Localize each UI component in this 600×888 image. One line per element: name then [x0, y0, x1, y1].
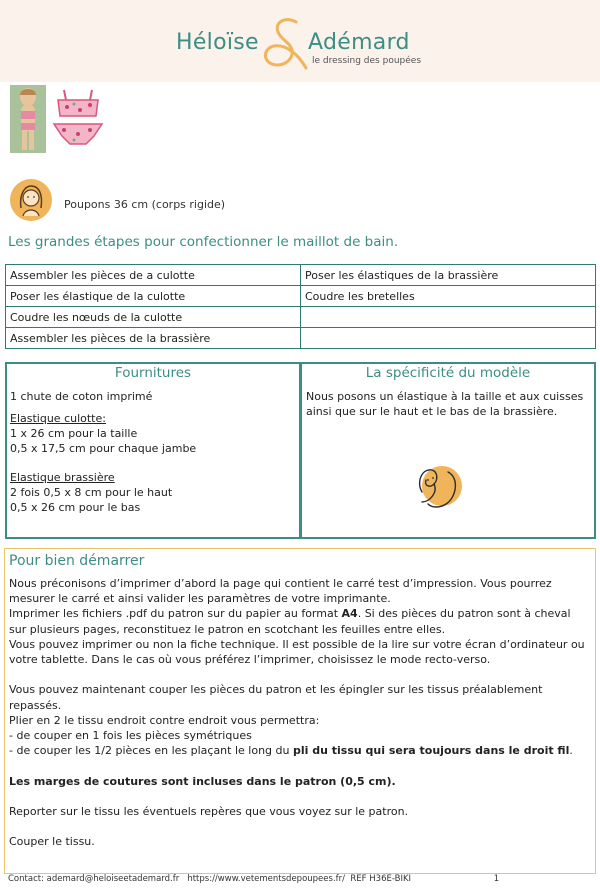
- brassiere-line: 0,5 x 26 cm pour le bas: [10, 501, 141, 514]
- table-row: [6, 265, 596, 286]
- paragraph: Reporter sur le tissu les éventuels repères que vous voyez sur le patron.: [9, 805, 409, 818]
- table-row: [6, 328, 596, 349]
- footer-ref: REF H36E-BIKI: [350, 874, 412, 884]
- paragraph: Vous pouvez imprimer ou non la fiche technique. Il est possible de la lire sur votre écran d’ordinateur ou votre tablette. Dans le cas où vous préférez l’imprimer, choisissez le mode recto-verso.: [9, 637, 585, 667]
- steps-table: [5, 264, 596, 349]
- fournitures-heading: Fournitures: [114, 365, 192, 381]
- brand-name-first: Héloïse: [176, 30, 259, 55]
- step-cell: [301, 307, 596, 328]
- paragraph: Imprimer les fichiers .pdf du patron sur du papier au format A4. Si des pièces du patron sont à cheval sur plusieurs pages, reconstituez le patron en scotchant les feuilles entre elles.: [9, 607, 571, 636]
- culotte-line: 1 x 26 cm pour la taille: [10, 427, 138, 440]
- paragraph: Couper le tissu.: [9, 835, 95, 849]
- doll-face-icon: [9, 178, 53, 222]
- step-cell: Poser les élastique de la culotte: [6, 286, 301, 307]
- step-cell: Assembler les pièces de la brassière: [6, 328, 301, 349]
- elastique-culotte-label: Elastique culotte:: [10, 412, 106, 425]
- step-cell: [301, 328, 596, 349]
- brand-name-second: Adémard: [308, 30, 410, 55]
- table-row: [6, 307, 596, 328]
- paragraph: Nous préconisons d’imprimer d’abord la page qui contient le carré test d’impression. Vous pourrez mesurer le carré et ainsi valider les paramètres de votre imprimante.: [9, 577, 552, 606]
- page-number: 1: [493, 874, 500, 884]
- step-cell: Coudre les bretelles: [301, 286, 596, 307]
- elastique-brassiere-label: Elastique brassière: [10, 471, 115, 484]
- footer-contact: Contact: ademard@heloiseetademard.fr: [8, 874, 180, 884]
- ampersand-logo-icon: [256, 14, 312, 74]
- table-row: [6, 286, 596, 307]
- footer-url[interactable]: https://www.vetementsdepoupees.fr/: [187, 874, 345, 884]
- demarrer-heading: Pour bien démarrer: [9, 553, 145, 569]
- fabric-line: 1 chute de coton imprimé: [10, 390, 153, 403]
- step-cell: Poser les élastiques de la brassière: [301, 265, 596, 286]
- header-banner: [0, 0, 600, 82]
- specificite-box: [300, 362, 596, 539]
- doll-size-label: Poupons 36 cm (corps rigide): [64, 198, 226, 211]
- demarrer-body: [9, 576, 589, 850]
- step-cell: Coudre les nœuds de la culotte: [6, 307, 301, 328]
- specificite-heading: La spécificité du modèle: [365, 365, 531, 381]
- culotte-line: 0,5 x 17,5 cm pour chaque jambe: [10, 442, 197, 455]
- bullet: - de couper en 1 fois les pièces symétriques: [9, 729, 252, 743]
- brand-tagline: le dressing des poupées: [312, 56, 422, 66]
- paragraph: Vous pouvez maintenant couper les pièces du patron et les épingler sur les tissus préalablement repassés.: [9, 683, 543, 712]
- demarrer-box: [4, 548, 596, 874]
- bikini-photo: [50, 86, 106, 152]
- page-title: Les grandes étapes pour confectionner le maillot de bain.: [8, 234, 399, 250]
- specificite-text: Nous posons un élastique à la taille et aux cuisses ainsi que sur le haut et le bas de la brassière.: [306, 390, 584, 418]
- brassiere-line: 2 fois 0,5 x 8 cm pour le haut: [10, 486, 173, 499]
- step-cell: Assembler les pièces de a culotte: [6, 265, 301, 286]
- footer: [8, 874, 499, 884]
- fournitures-box: [5, 362, 301, 539]
- paragraph: Plier en 2 le tissu endroit contre endroit vous permettra:: [9, 713, 320, 727]
- doll-photo: [10, 85, 46, 153]
- bullet: - de couper les 1/2 pièces en les plaçant le long du pli du tissu qui sera toujours dans le droit fil.: [9, 744, 573, 758]
- paragraph: Les marges de coutures sont incluses dans le patron (0,5 cm).: [9, 774, 396, 788]
- doll-outline-icon: [408, 458, 468, 518]
